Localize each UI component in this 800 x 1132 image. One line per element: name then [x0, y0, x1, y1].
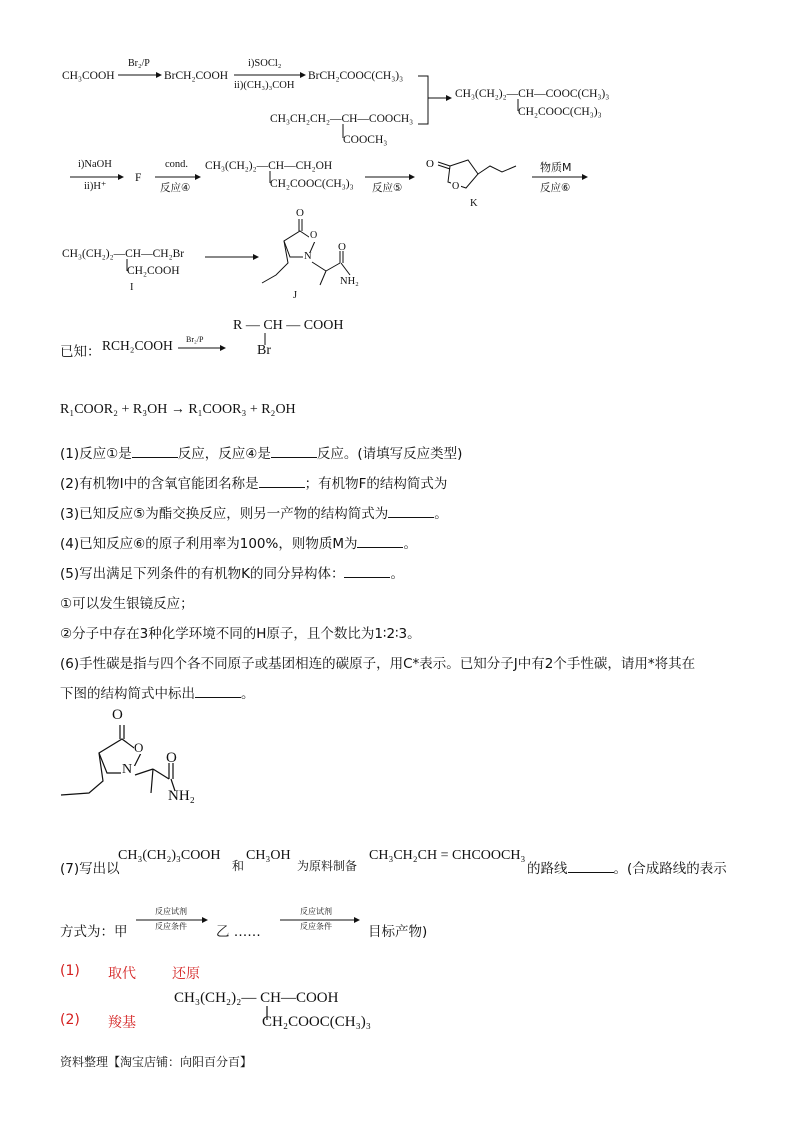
q7-arrow2-bottom: 反应条件 — [300, 922, 332, 931]
answer-1-number: (1) — [60, 963, 80, 979]
r4-cond: cond. — [165, 159, 189, 170]
merge-bracket — [418, 70, 452, 130]
answer-2-structure: CH₃(CH₂)₂— CH—COOH — [174, 990, 339, 1006]
r5-label: 反应⑤ — [372, 182, 403, 194]
r4-reagent-i: i)NaOH — [78, 159, 112, 170]
answer-1-value-2: 还原 — [172, 966, 200, 982]
r2-co-sub: COOCH₃ — [343, 134, 388, 146]
known-product-sub: Br — [257, 343, 271, 358]
answer-blank[interactable] — [344, 565, 390, 578]
q7-reactant2: CH₃OH — [246, 848, 291, 863]
compound-I-sub: CH₂COOH — [127, 265, 180, 277]
q7-arrow2-top: 反应试剂 — [300, 907, 332, 916]
question-2: (2)有机物I中的含氧官能团名称是 ；有机物F的结构简式为 — [60, 476, 448, 492]
I-label: I — [130, 282, 134, 293]
big-NH2: NH₂ — [168, 788, 195, 804]
q7-format-a: 方式为：甲 — [60, 924, 128, 940]
r1-start: CH₃COOH — [62, 70, 115, 82]
r2-product: BrCH₂COOC(CH₃)₃ — [308, 70, 404, 82]
r6-reagent: 物质M — [540, 161, 572, 174]
question-1: (1)反应①是 反应，反应④是 反应。(请填写反应类型) — [60, 446, 463, 462]
compound-I: CH₃(CH₂)₂—CH—CH₂Br — [62, 248, 185, 260]
J-O-ring: O — [310, 230, 318, 241]
compound-K-structure — [420, 152, 530, 202]
J-label: J — [293, 290, 298, 301]
r2-reagent-ii: ii)(CH₃)₃COH — [234, 80, 295, 91]
svg-text:O: O — [426, 158, 434, 170]
question-6-cont: 下图的结构简式中标出 。 — [60, 686, 255, 702]
r4-product: CH₃(CH₂)₂—CH—CH₂OH — [205, 160, 333, 172]
r4-product-sub: CH₂COOC(CH₃)₃ — [270, 178, 354, 190]
J-O-top: O — [296, 207, 304, 219]
answer-blank[interactable] — [132, 445, 178, 458]
big-N: N — [122, 762, 133, 777]
q7-arrow1-top: 反应试剂 — [155, 907, 187, 916]
r3-product-sub: CH₂COOC(CH₃)₃ — [518, 106, 602, 118]
answer-blank[interactable] — [195, 685, 241, 698]
r2-coreactant: CH₃CH₂CH₂—CH—COOCH₃ — [270, 113, 414, 125]
q7-format-mid: 乙 …… — [216, 924, 261, 940]
big-O-amide: O — [166, 750, 177, 766]
molecule-J-large — [55, 705, 225, 815]
r4-label: 反应④ — [160, 182, 191, 194]
answer-2-number: (2) — [60, 1012, 80, 1028]
answer-blank[interactable] — [568, 860, 614, 873]
J-O-amide: O — [338, 241, 346, 253]
q7-route: 的路线 。(合成路线的表示 — [527, 861, 727, 877]
r1-product: BrCH₂COOH — [164, 70, 229, 82]
big-O-ring: O — [134, 740, 144, 755]
compound-F: F — [135, 172, 142, 184]
answer-blank[interactable] — [271, 445, 317, 458]
q7-reactant1: CH₃(CH₂)₃COOH — [118, 848, 221, 863]
answer-2-structure-sub: CH₂COOC(CH₃)₃ — [262, 1014, 372, 1030]
question-6: (6)手性碳是指与四个各不同原子或基团相连的碳原子，用C*表示。已知分子J中有2个手性碳，请用*将其在 — [60, 656, 696, 672]
known-product: R — CH — COOH — [233, 318, 344, 333]
q7-and: 和 — [232, 859, 245, 873]
question-3: (3)已知反应⑤为酯交换反应，则另一产物的结构简式为 。 — [60, 506, 448, 522]
J-N: N — [304, 251, 312, 262]
r3-product: CH₃(CH₂)₂—CH—COOC(CH₃)₃ — [455, 88, 610, 100]
r2-arrow — [234, 70, 306, 80]
q7-target: CH₃CH₂CH = CHCOOCH₃ — [369, 848, 526, 863]
answer-blank[interactable] — [357, 535, 403, 548]
known-reagent: Br₂/P — [186, 335, 204, 344]
known-arrow — [178, 344, 226, 352]
q7-arrow1-bottom: 反应条件 — [155, 922, 187, 931]
svg-text:O: O — [452, 181, 460, 192]
question-4: (4)已知反应⑥的原子利用率为100%，则物质M为 。 — [60, 536, 417, 552]
r2-reagent-i: i)SOCl₂ — [248, 58, 282, 69]
question-5: (5)写出满足下列条件的有机物K的同分异构体： 。 — [60, 566, 404, 582]
r4-reagent-ii: ii)H⁺ — [84, 181, 107, 192]
r1-reagent: Br₂/P — [128, 58, 150, 69]
K-label: K — [470, 198, 478, 209]
known-reactant: RCH₂COOH — [102, 338, 173, 353]
J-NH2: NH₂ — [340, 276, 359, 287]
q7-format-end: 目标产物) — [368, 924, 428, 940]
answer-2-value: 羧基 — [108, 1015, 136, 1031]
answer-blank[interactable] — [259, 475, 305, 488]
r1-arrow — [118, 70, 162, 80]
known-transesterification: R₁COOR₂ + R₃OH → R₁COOR₃ + R₂OH — [60, 402, 296, 417]
condition-1: ①可以发生银镜反应； — [60, 596, 194, 612]
answer-1-value-1: 取代 — [108, 966, 136, 982]
known-prefix: 已知： — [60, 344, 101, 360]
compound-J-structure — [250, 205, 380, 305]
condition-2: ②分子中存在3种化学环境不同的H原子，且个数比为1∶2∶3。 — [60, 626, 421, 642]
footer-source: 资料整理【淘宝店铺：向阳百分百】 — [60, 1055, 253, 1069]
answer-blank[interactable] — [388, 505, 434, 518]
r6-label: 反应⑥ — [540, 182, 571, 194]
q7-mid: 为原料制备 — [297, 859, 358, 873]
question-7-a: (7)写出以 — [60, 861, 120, 877]
big-O-top: O — [112, 707, 123, 723]
